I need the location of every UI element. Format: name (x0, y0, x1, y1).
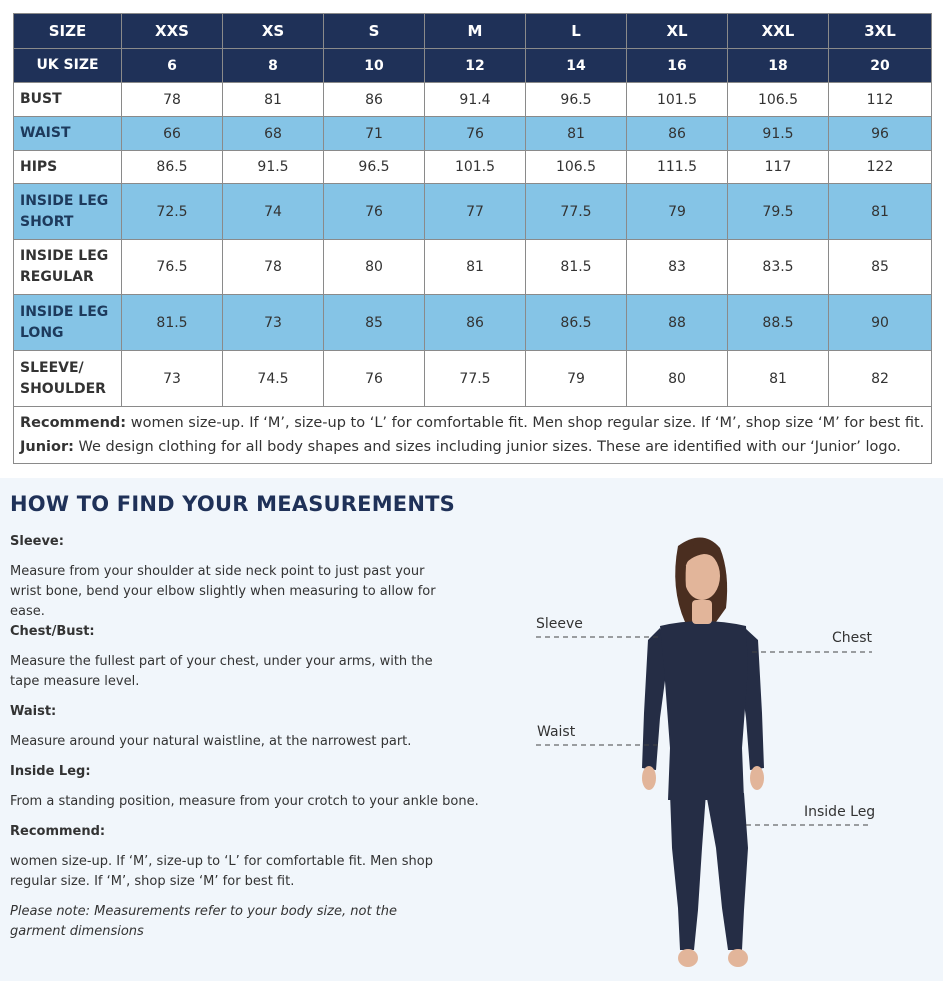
table-row (14, 295, 932, 351)
measurement-cell: 80 (627, 351, 728, 407)
recommend-text: women size-up. If ‘M’, size-up to ‘L’ for comfortable fit. Men shop regular size. If ‘M’, shop size ‘M’ for best fit. (10, 854, 433, 889)
row-label-line: LONG (20, 324, 64, 341)
table-row (14, 240, 932, 295)
measurement-cell: 83 (627, 240, 728, 295)
inside-leg-heading: Inside Leg: (10, 764, 91, 779)
measurement-cell: 66 (122, 117, 223, 151)
model-foot-right (728, 949, 748, 967)
garment-note: Please note: Measurements refer to your body size, not the garment dimensions (10, 904, 398, 939)
measurement-cell: 77 (425, 184, 526, 240)
uk-size-cell: 16 (627, 49, 728, 83)
measurement-cell: 81 (223, 83, 324, 117)
waist-heading: Waist: (10, 704, 57, 719)
model-foot-left (678, 949, 698, 967)
table-row (14, 117, 932, 151)
measurement-cell: 86.5 (122, 151, 223, 184)
measurement-cell: 81.5 (122, 295, 223, 351)
measurement-cell: 106.5 (728, 83, 829, 117)
recommend-note (20, 411, 925, 435)
measurement-cell: 117 (728, 151, 829, 184)
recommend-note-label: Recommend: (20, 415, 127, 431)
measurement-cell: 86 (627, 117, 728, 151)
measurement-cell: 85 (324, 295, 425, 351)
measurement-cell: 88 (627, 295, 728, 351)
measurement-cell: 73 (223, 295, 324, 351)
measurement-guide (0, 478, 943, 981)
model-top (660, 621, 748, 800)
row-label-line: INSIDE LEG (20, 303, 109, 320)
table-row (14, 83, 932, 117)
sleeve-text: Measure from your shoulder at side neck point to just past your wrist bone, bend your elbow slightly when measuring to allow for ease. (10, 564, 436, 619)
measurement-cell: 80 (324, 240, 425, 295)
measurement-cell: 76 (324, 184, 425, 240)
row-label (14, 83, 122, 117)
measurement-cell: 83.5 (728, 240, 829, 295)
junior-note (20, 435, 925, 459)
measurement-cell: 78 (223, 240, 324, 295)
measurement-cell: 81 (526, 117, 627, 151)
model-neck (692, 600, 712, 624)
notes-row (14, 407, 932, 464)
model-leg-left (670, 793, 706, 950)
measurement-cell: 79 (526, 351, 627, 407)
chest-text: Measure the fullest part of your chest, under your arms, with the tape measure level. (10, 654, 433, 689)
recommend-heading: Recommend: (10, 824, 106, 839)
measurement-cell: 79 (627, 184, 728, 240)
row-label-line: HIPS (20, 158, 58, 175)
table-row (14, 151, 932, 184)
waist-text: Measure around your natural waistline, at the narrowest part. (10, 734, 412, 749)
row-label (14, 151, 122, 184)
measurement-cell: 111.5 (627, 151, 728, 184)
measurement-cell: 68 (223, 117, 324, 151)
measurement-cell: 79.5 (728, 184, 829, 240)
uk-size-cell: 6 (122, 49, 223, 83)
uk-size-label: UK SIZE (14, 49, 122, 83)
measurement-cell: 76.5 (122, 240, 223, 295)
measurement-cell: 72.5 (122, 184, 223, 240)
model-hand-left (642, 766, 656, 790)
measurement-cell: 86.5 (526, 295, 627, 351)
table-row (14, 351, 932, 407)
junior-note-text: We design clothing for all body shapes and sizes including junior sizes. These are identified with our ‘Junior’ logo. (73, 439, 901, 455)
measurement-cell: 96.5 (526, 83, 627, 117)
uk-size-cell: 20 (829, 49, 932, 83)
row-label-line: SHORT (20, 213, 74, 230)
model-illustration (520, 518, 920, 978)
measurement-guide-title: HOW TO FIND YOUR MEASUREMENTS (10, 492, 455, 516)
row-label-line: BUST (20, 91, 62, 107)
measurement-cell: 73 (122, 351, 223, 407)
measurement-cell: 101.5 (425, 151, 526, 184)
size-header-cell: 3XL (829, 14, 932, 49)
uk-size-cell: 12 (425, 49, 526, 83)
row-label-line: INSIDE LEG (20, 248, 109, 264)
waist-label: Waist (537, 724, 576, 740)
measurement-cell: 81 (728, 351, 829, 407)
uk-size-cell: 8 (223, 49, 324, 83)
size-header-cell: S (324, 14, 425, 49)
measurement-cell: 106.5 (526, 151, 627, 184)
measurement-cell: 88.5 (728, 295, 829, 351)
measurement-cell: 82 (829, 351, 932, 407)
measurement-cell: 122 (829, 151, 932, 184)
measurement-cell: 91.5 (728, 117, 829, 151)
uk-size-cell: 18 (728, 49, 829, 83)
size-header-cell: M (425, 14, 526, 49)
sleeve-heading: Sleeve: (10, 534, 64, 549)
uk-size-cell: 10 (324, 49, 425, 83)
measurement-cell: 96.5 (324, 151, 425, 184)
size-header-label: SIZE (14, 14, 122, 49)
chest-heading: Chest/Bust: (10, 624, 95, 639)
measurement-cell: 71 (324, 117, 425, 151)
measurement-cell: 76 (425, 117, 526, 151)
row-label-line: SHOULDER (20, 380, 106, 397)
measurement-cell: 81 (829, 184, 932, 240)
measurement-cell: 76 (324, 351, 425, 407)
measurement-cell: 77.5 (526, 184, 627, 240)
table-row (14, 184, 932, 240)
measurement-cell: 81.5 (526, 240, 627, 295)
row-label-line: SLEEVE/ (20, 359, 84, 376)
measurement-cell: 81 (425, 240, 526, 295)
measurement-cell: 90 (829, 295, 932, 351)
row-label (14, 240, 122, 295)
measurement-cell: 77.5 (425, 351, 526, 407)
row-label-line: WAIST (20, 125, 71, 141)
measurement-cell: 91.4 (425, 83, 526, 117)
measurement-cell: 101.5 (627, 83, 728, 117)
measurement-cell: 86 (425, 295, 526, 351)
chest-label: Chest (832, 630, 873, 646)
junior-note-label: Junior: (20, 439, 74, 455)
measurement-cell: 91.5 (223, 151, 324, 184)
size-header-cell: XL (627, 14, 728, 49)
measurement-cell: 86 (324, 83, 425, 117)
model-figure (520, 518, 920, 978)
size-header-row (14, 14, 932, 49)
inside-leg-label: Inside Leg (804, 804, 876, 820)
row-label (14, 351, 122, 407)
size-header-cell: XXS (122, 14, 223, 49)
measurement-cell: 74 (223, 184, 324, 240)
uk-size-row (14, 49, 932, 83)
row-label (14, 295, 122, 351)
measurement-cell: 78 (122, 83, 223, 117)
row-label-line: REGULAR (20, 269, 94, 285)
measurement-cell: 96 (829, 117, 932, 151)
size-header-cell: L (526, 14, 627, 49)
model-leg-right (706, 793, 748, 950)
size-header-cell: XXL (728, 14, 829, 49)
recommend-note-text: women size-up. If ‘M’, size-up to ‘L’ for comfortable fit. Men shop regular size. If ‘M’, shop size ‘M’ for best fit. (126, 415, 925, 431)
size-header-cell: XS (223, 14, 324, 49)
inside-leg-text: From a standing position, measure from your crotch to your ankle bone. (10, 794, 479, 809)
row-label-line: INSIDE LEG (20, 192, 109, 209)
size-chart-table (13, 13, 932, 464)
row-label (14, 117, 122, 151)
model-hand-right (750, 766, 764, 790)
measurement-cell: 85 (829, 240, 932, 295)
uk-size-cell: 14 (526, 49, 627, 83)
row-label (14, 184, 122, 240)
measurement-cell: 112 (829, 83, 932, 117)
sleeve-label: Sleeve (536, 616, 583, 632)
measurement-cell: 74.5 (223, 351, 324, 407)
notes-cell (14, 407, 932, 464)
